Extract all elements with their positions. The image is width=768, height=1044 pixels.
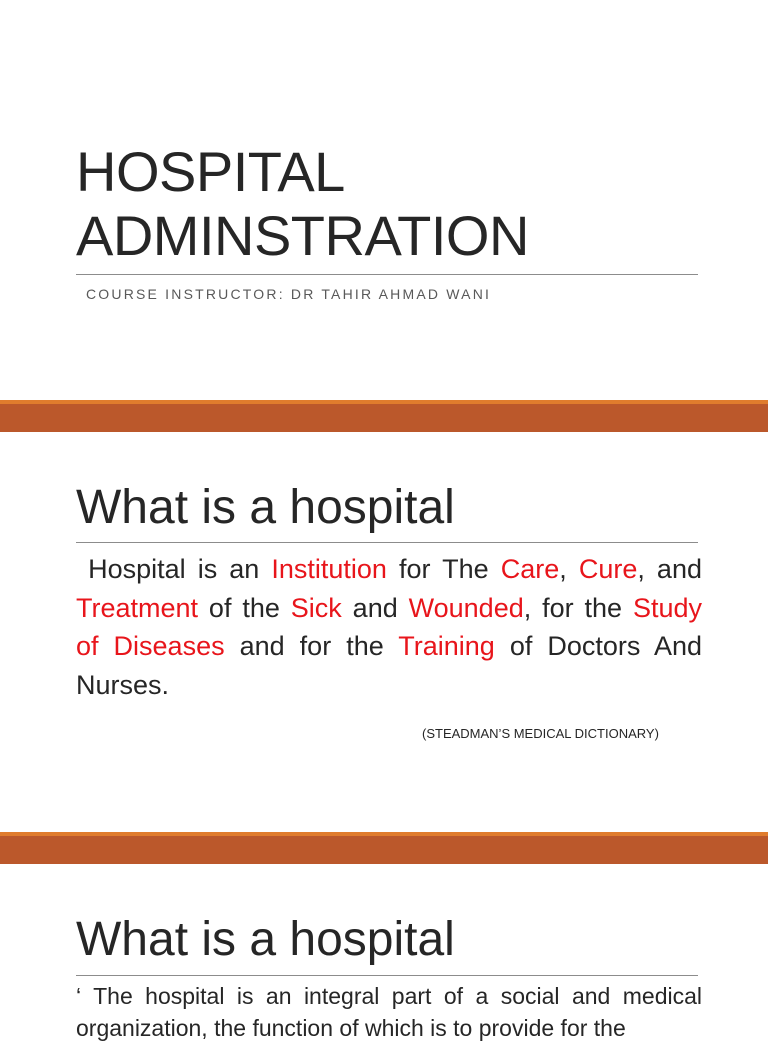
course-instructor-subtitle: COURSE INSTRUCTOR: DR TAHIR AHMAD WANI <box>86 286 492 302</box>
slide-separator <box>0 832 768 864</box>
highlight-care: Care <box>500 554 560 584</box>
highlight-wounded: Wounded <box>408 592 524 623</box>
text-run: and <box>341 592 409 623</box>
text-run: for The <box>386 554 501 584</box>
title-divider <box>76 274 698 275</box>
title-line-2: ADMINSTRATION <box>76 204 529 267</box>
text-run: of the <box>198 592 291 623</box>
text-run: , and <box>637 554 702 584</box>
slide-separator <box>0 400 768 432</box>
quote-text: ‘ The hospital is an integral part of a social and medical organization, the function of which is to provide for the <box>76 983 702 1041</box>
title-divider <box>76 542 698 543</box>
definition-text <box>76 550 702 704</box>
title-divider <box>76 975 698 976</box>
highlight-cure: Cure <box>578 554 638 584</box>
text-run: and for the <box>224 631 399 661</box>
title-slide <box>0 0 768 400</box>
second-definition-slide <box>0 864 768 1041</box>
source-citation: (STEADMAN’S MEDICAL DICTIONARY) <box>422 726 659 741</box>
slide-title: What is a hospital <box>76 481 455 534</box>
highlight-sick: Sick <box>290 592 342 623</box>
title-line-1: HOSPITAL <box>76 140 345 203</box>
highlight-institution: Institution <box>271 554 387 584</box>
text-run: , <box>559 554 579 584</box>
text-run: , for the <box>523 592 633 623</box>
text-run: of Doctors And Nurses. <box>76 631 702 700</box>
slide-title: What is a hospital <box>76 913 455 966</box>
definition-slide <box>0 432 768 832</box>
presentation-title <box>76 140 696 268</box>
text-run: Hospital is an <box>88 554 272 584</box>
highlight-training: Training <box>398 631 495 661</box>
highlight-treatment: Treatment <box>76 592 199 623</box>
highlight-study-of-diseases: Study of Diseases <box>76 592 702 661</box>
